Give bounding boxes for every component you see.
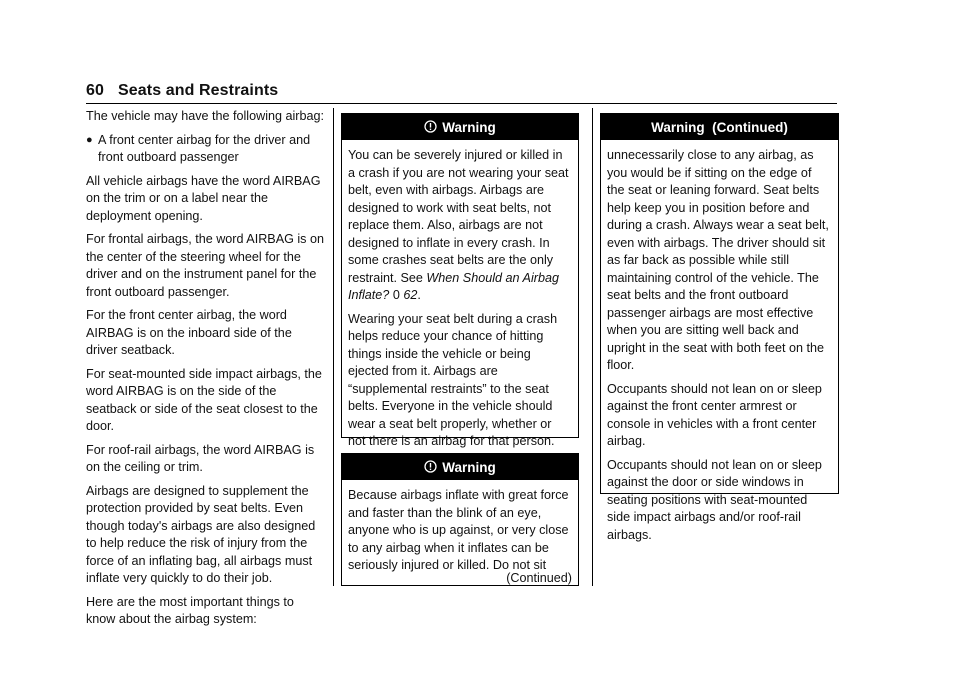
warning-body <box>342 480 578 581</box>
page-number: 60 <box>86 82 104 99</box>
paragraph: All vehicle airbags have the word AIRBAG on the trim or on a label near the deployment opening. <box>86 173 321 223</box>
warning-body <box>601 140 838 550</box>
page-reference-icon: 0 <box>392 288 400 302</box>
page-header <box>86 82 278 100</box>
paragraph: Airbags are designed to supplement the protection provided by seat belts. Even though today's airbags are also designed to help reduce the risk of injury from the force of an inflating bag, all airbags must inflate very quickly to do their job. <box>86 483 316 585</box>
page-reference[interactable]: 62 <box>403 288 418 302</box>
warning-title-bar <box>601 114 838 140</box>
warning-paragraph: unnecessarily close to any airbag, as you would be if sitting on the edge of the seat or leaning forward. Seat belts help keep you in position before and during a crash. Always wear a seat belt, even with airbags. The driver should sit as far back as possible while still maintaining control of the vehicle. The seat belts and the front outboard passenger airbags are most effective when you are sitting well back and upright in the seat with both feet on the floor. <box>607 148 829 372</box>
warning-body <box>342 140 578 457</box>
intro-text: The vehicle may have the following airbag: <box>86 109 325 123</box>
warning-paragraph <box>348 147 571 305</box>
warning-title-bar <box>342 114 578 140</box>
paragraph: For roof-rail airbags, the word AIRBAG is on the ceiling or trim. <box>86 442 315 474</box>
warning-box-1 <box>341 113 579 448</box>
section-title: Seats and Restraints <box>118 82 279 99</box>
warning-icon <box>424 460 437 473</box>
warning-icon <box>424 120 437 133</box>
warning-paragraph: Occupants should not lean on or sleep against the door or side windows in seating positions with seat-mounted side impact airbags and/or roof-rail airbags. <box>607 457 822 542</box>
column-divider-right <box>592 108 593 586</box>
warning-paragraph: Wearing your seat belt during a crash helps reduce your chance of hitting things inside the vehicle or being ejected from it. Airbags are “supplemental restraints” to the seat belts. Everyone in the vehicle should wear a seat belt properly, whether or not there is an airbag for that person. <box>348 311 558 448</box>
list-item-text: A front center airbag for the driver and front outboard passenger <box>98 132 311 164</box>
list-item <box>86 132 326 167</box>
paragraph: Here are the most important things to know about the airbag system: <box>86 594 294 626</box>
warning-text: You can be severely injured or killed in a crash if you are not wearing your seat belt, even with airbags. Airbags are designed to work with seat belts, not replace them. Also, airbags are not designed to inflate in every crash. In some crashes seat belts are the only restraint. See <box>348 148 569 285</box>
warning-box-continued <box>600 113 839 542</box>
bullet-icon: ● <box>86 133 93 146</box>
warning-title-bar <box>342 454 578 480</box>
paragraph: For the front center airbag, the word AIRBAG is on the inboard side of the driver seatback. <box>86 308 292 357</box>
sentence-end: . <box>417 288 421 302</box>
paragraph: For seat-mounted side impact airbags, the word AIRBAG is on the side of the seatback or side of the seat closest to the door. <box>86 366 322 433</box>
warning-title: Warning <box>442 460 496 475</box>
warning-title: Warning (Continued) <box>651 120 788 135</box>
column-divider-left <box>333 108 334 586</box>
cross-reference-link[interactable]: When Should an Airbag Inflate? <box>348 270 559 302</box>
warning-box-2 <box>341 453 579 586</box>
header-rule <box>86 103 837 104</box>
warning-title: Warning <box>442 120 496 135</box>
warning-paragraph: Because airbags inflate with great force and faster than the blink of an eye, anyone who is up against, or very close to any airbag when it inflates can be seriously injured or killed. Do not sit <box>348 488 569 572</box>
continued-label: (Continued) <box>506 571 572 585</box>
column-1 <box>86 108 326 635</box>
paragraph: For frontal airbags, the word AIRBAG is on the center of the steering wheel for the driver and on the instrument panel for the front outboard passenger. <box>86 232 324 299</box>
warning-paragraph: Occupants should not lean on or sleep against the front center armrest or console in vehicles with a front center airbag. <box>607 381 822 448</box>
